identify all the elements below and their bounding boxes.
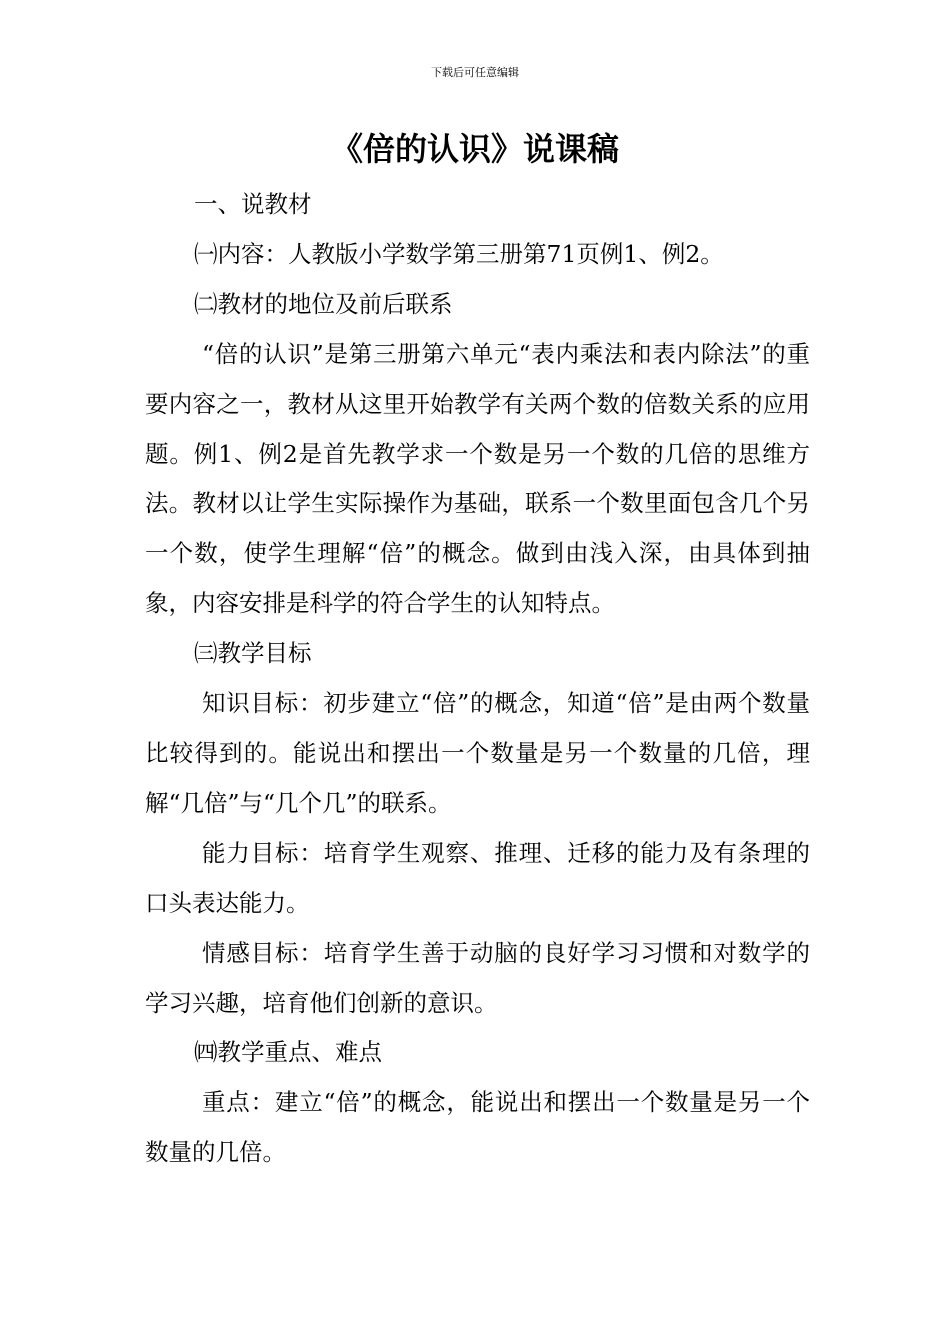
paragraph-key-point: 重点：建立“倍”的概念，能说出和摆出一个数量是另一个数量的几倍。 (145, 1088, 810, 1167)
paragraph-knowledge-goal: 知识目标：初步建立“倍”的概念，知道“倍”是由两个数量比较得到的。能说出和摆出一个数量是另一个数量的几倍，理解“几倍”与“几个几”的联系。 (145, 689, 810, 817)
header-note: 下载后可任意编辑 (431, 66, 519, 79)
paragraph-emotion-goal: 情感目标：培育学生善于动脑的良好学习习惯和对数学的学习兴趣，培育他们创新的意识。 (145, 938, 810, 1017)
document-body (145, 180, 810, 1178)
subheading-key-and-difficult-points: ㈣教学重点、难点 (194, 1038, 382, 1067)
content-item: ㈠内容：人教版小学数学第三册第71页例1、例2。 (194, 239, 724, 268)
paragraph-ability-goal: 能力目标：培育学生观察、推理、迁移的能力及有条理的口头表达能力。 (145, 838, 810, 917)
paragraph-position-and-links: “倍的认识”是第三册第六单元“表内乘法和表内除法”的重要内容之一，教材从这里开始教学有关两个数的倍数关系的应用题。例1、例2是首先教学求一个数是另一个数的几倍的思维方法。教材以让学生实际操作为基础，联系一个数里面包含几个另一个数，使学生理解“倍”的概念。做到由浅入深，由具体到抽象，内容安排是科学的符合学生的认知特点。 (145, 339, 810, 618)
section-heading-teaching-material: 一、说教材 (194, 190, 312, 218)
subheading-teaching-goals: ㈢教学目标 (194, 639, 312, 668)
subheading-position-and-links: ㈡教材的地位及前后联系 (194, 289, 453, 318)
document-title: 《倍的认识》说课稿 (330, 130, 619, 168)
